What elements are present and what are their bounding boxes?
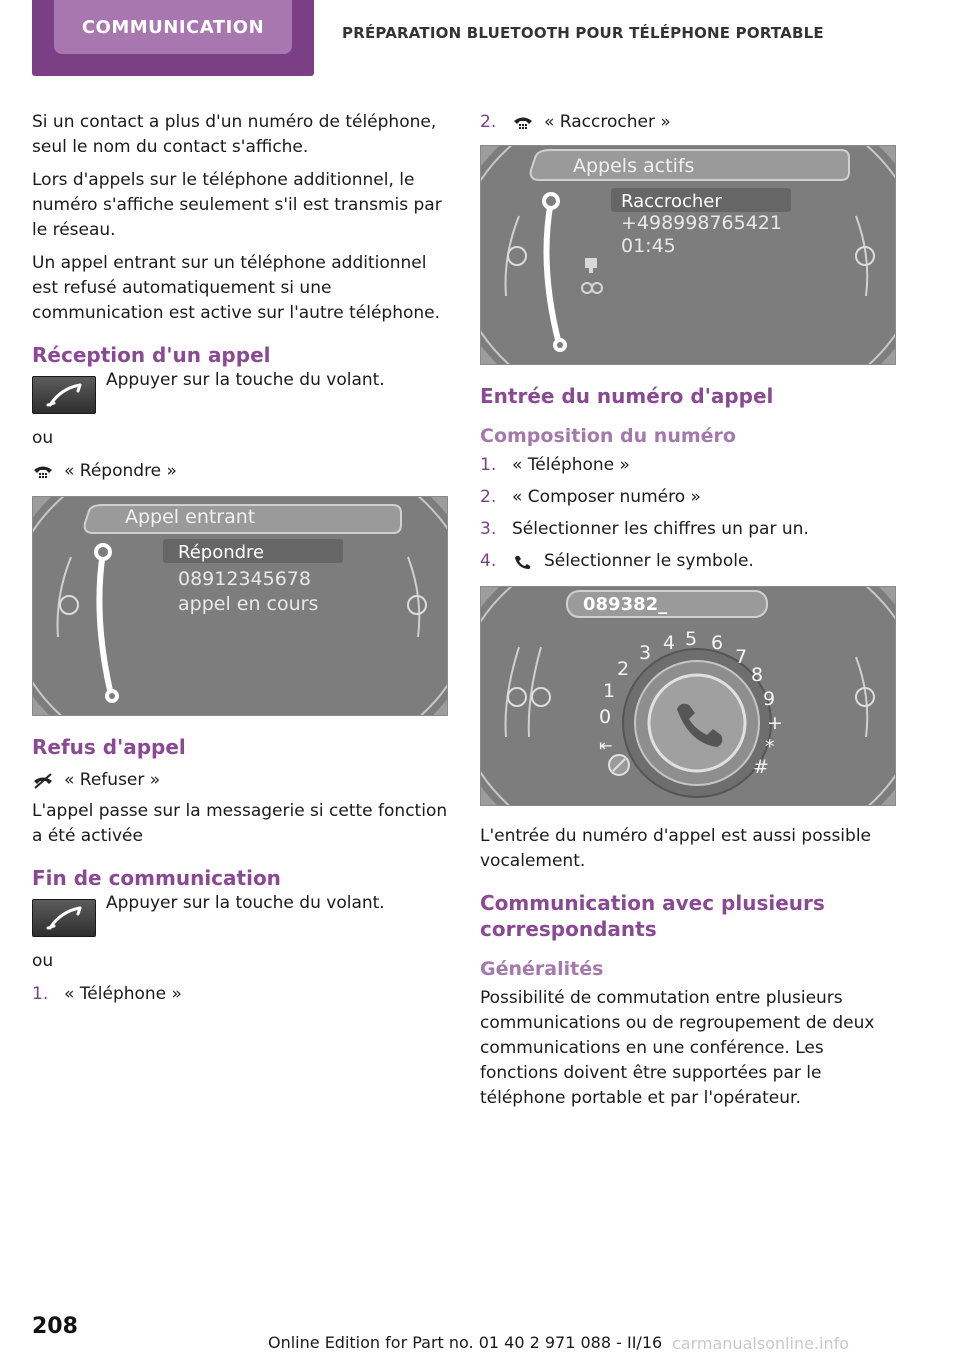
chapter-label: COMMUNICATION [81, 16, 265, 38]
heading-refus: Refus d'appel [32, 735, 186, 759]
list-number: 2. [480, 487, 497, 507]
dial-digit: 3 [639, 642, 652, 664]
screen-duration: 01:45 [621, 235, 676, 257]
screen-incoming-call [32, 496, 448, 716]
screen-title: Appel entrant [125, 506, 256, 528]
menu-instruction [32, 768, 448, 793]
dial-digit: 4 [663, 632, 676, 654]
dial-digit: 0 [599, 706, 612, 728]
list-item [480, 549, 896, 574]
list-item [480, 517, 896, 542]
screen-selected-item: Raccrocher [621, 191, 722, 212]
paragraph: Si un contact a plus d'un numéro de téléphone, seul le nom du contact s'affiche. [32, 112, 437, 157]
phone-decline-icon [32, 772, 58, 790]
left-column [32, 110, 448, 1014]
dial-digit: 1 [603, 680, 616, 702]
heading-compose: Composition du numéro [480, 425, 736, 447]
screen-number: +498998765421 [621, 212, 782, 234]
dial-digit: # [753, 756, 769, 778]
screen-status: appel en cours [178, 593, 319, 615]
dial-digit: 5 [685, 628, 698, 650]
list-text: « Raccrocher » [544, 112, 671, 132]
list-number: 4. [480, 551, 497, 571]
dial-digit: 6 [711, 632, 724, 654]
dial-digit: + [767, 712, 783, 734]
list-text: « Téléphone » [512, 455, 630, 475]
list-item [480, 110, 896, 135]
dial-digit: * [765, 736, 775, 758]
paragraph: L'entrée du numéro d'appel est aussi possible vocalement. [480, 826, 872, 871]
steering-instruction [32, 893, 448, 937]
screen-title: Appels actifs [573, 155, 695, 177]
screen-number: 08912345678 [178, 568, 311, 590]
dial-digit: 2 [617, 658, 630, 680]
heading-reception: Réception d'un appel [32, 343, 271, 367]
backspace-icon: ⇤ [599, 736, 613, 755]
list-item [480, 453, 896, 478]
screen-selected-item: Répondre [178, 542, 265, 563]
section-title: PRÉPARATION BLUETOOTH POUR TÉLÉPHONE PORTABLE [342, 24, 824, 42]
list-text: « Composer numéro » [512, 487, 701, 507]
menu-instruction [32, 459, 448, 484]
steering-phone-button-icon [32, 376, 96, 414]
edition-text: Online Edition for Part no. 01 40 2 971 088 - II/16 [268, 1333, 663, 1352]
list-text: Sélectionner les chiffres un par un. [512, 519, 809, 539]
list-number: 1. [480, 455, 497, 475]
list-item [480, 485, 896, 510]
heading-general: Généralités [480, 958, 604, 980]
paragraph: L'appel passe sur la messagerie si cette fonction a été activée [32, 801, 448, 846]
phone-answer-icon [32, 463, 58, 481]
dialed-number: 089382_ [583, 594, 668, 615]
list-number: 3. [480, 519, 497, 539]
phone-dial-icon [512, 553, 536, 571]
right-column [480, 110, 896, 1119]
phone-hangup-icon [512, 114, 536, 132]
list-number: 2. [480, 112, 497, 132]
screen-dial-pad [480, 586, 896, 806]
list-item [32, 982, 448, 1007]
steering-text: Appuyer sur la touche du volant. [106, 893, 385, 913]
steering-phone-button-icon [32, 899, 96, 937]
dial-digit: 9 [763, 688, 776, 710]
paragraph: Possibilité de commutation entre plusieurs communications ou de regroupement de deux communications en une conférence. Les fonctions doivent être supportées par le téléphone portable et par l'opérateur. [480, 988, 875, 1108]
paragraph: Lors d'appels sur le téléphone additionnel, le numéro s'affiche seulement s'il est transmis par le réseau. [32, 170, 442, 240]
steering-instruction [32, 370, 448, 414]
heading-entry: Entrée du numéro d'appel [480, 384, 774, 408]
dial-digit: 8 [751, 664, 764, 686]
list-number: 1. [32, 984, 49, 1004]
watermark: carmanualsonline.info [672, 1334, 850, 1353]
menu-text: « Refuser » [64, 770, 161, 790]
menu-text: « Répondre » [64, 461, 177, 481]
steering-text: Appuyer sur la touche du volant. [106, 370, 385, 390]
screen-active-calls [480, 145, 896, 365]
paragraph: Un appel entrant sur un téléphone additionnel est refusé automatiquement si une communication est active sur l'autre téléphone. [32, 253, 440, 323]
heading-multi: Communication avec plusieurs correspondants [480, 891, 825, 941]
or-text: ou [32, 428, 54, 448]
dial-digit: 7 [735, 646, 748, 668]
list-text: Sélectionner le symbole. [544, 551, 754, 571]
page-number: 208 [32, 1314, 78, 1339]
heading-fin: Fin de communication [32, 866, 281, 890]
or-text: ou [32, 951, 54, 971]
list-text: « Téléphone » [64, 984, 182, 1004]
